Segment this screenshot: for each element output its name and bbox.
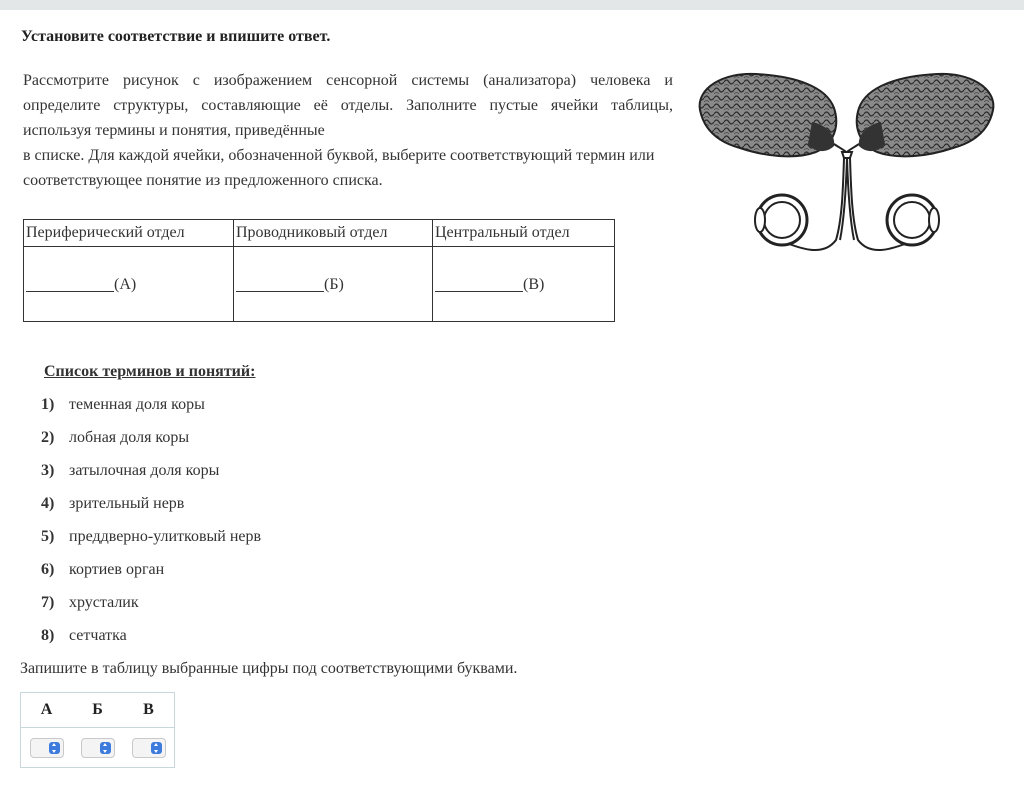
answer-letter-b: Б — [92, 701, 103, 718]
intro-paragraph-1: Рассмотрите рисунок с изображением сенсорной системы (анализатора) человека и определите структуры, составляющие её отделы. Заполните пустые ячейки таблицы, используя термины и понятия, приведённые — [23, 72, 673, 139]
blank-line — [236, 275, 324, 292]
answer-letter-v: В — [143, 701, 154, 718]
answer-select-v[interactable] — [132, 738, 166, 758]
terms-list-title: Список терминов и понятий: — [44, 363, 256, 380]
list-item — [41, 561, 261, 594]
answer-instruction: Запишите в таблицу выбранные цифры под соответствующими буквами. — [20, 660, 518, 677]
select-arrows-icon — [100, 742, 111, 754]
list-item — [41, 396, 261, 429]
terms-list — [41, 396, 261, 660]
task-heading: Установите соответствие и впишите ответ. — [21, 28, 331, 45]
cell-v-label: (В) — [523, 275, 545, 293]
blank-line — [26, 275, 114, 292]
left-eye — [755, 195, 807, 245]
visual-analyzer-illustration — [694, 70, 999, 256]
term-number: 1) — [41, 396, 55, 413]
term-text: затылочная доля коры — [69, 462, 220, 479]
list-item — [41, 594, 261, 627]
header-conductive: Проводниковый отдел — [234, 220, 433, 247]
header-peripheral: Периферический отдел — [24, 220, 234, 247]
top-bar — [0, 0, 1024, 10]
blank-line — [435, 275, 523, 292]
list-item — [41, 528, 261, 561]
cell-b-label: (Б) — [324, 275, 344, 293]
answer-select-a[interactable] — [30, 738, 64, 758]
term-number: 7) — [41, 594, 55, 611]
task-intro — [23, 68, 673, 193]
header-central: Центральный отдел — [433, 220, 615, 247]
list-item — [41, 495, 261, 528]
intro-paragraph-2: в списке. Для каждой ячейки, обозначенной буквой, выберите соответствующий термин или соответствующее понятие из предложенного списка. — [23, 147, 655, 189]
term-text: кортиев орган — [69, 561, 165, 578]
select-arrows-icon — [151, 742, 162, 754]
right-eye — [887, 195, 939, 245]
right-hemisphere — [857, 74, 994, 157]
analyzer-sections-table — [23, 219, 615, 322]
left-hemisphere — [700, 74, 837, 157]
list-item — [41, 462, 261, 495]
term-number: 5) — [41, 528, 55, 545]
answer-select-b[interactable] — [81, 738, 115, 758]
answer-header-row — [21, 693, 174, 728]
answer-table — [20, 692, 175, 768]
term-text: лобная доля коры — [69, 429, 190, 446]
term-number: 3) — [41, 462, 55, 479]
term-number: 6) — [41, 561, 55, 578]
term-text: зрительный нерв — [69, 495, 185, 512]
answer-select-row — [21, 728, 174, 767]
term-text: теменная доля коры — [69, 396, 205, 413]
cell-a-label: (А) — [114, 275, 137, 293]
term-text: сетчатка — [69, 627, 127, 644]
list-item — [41, 429, 261, 462]
cell-v — [433, 247, 615, 322]
answer-letter-a: А — [40, 701, 53, 718]
term-text: преддверно-улитковый нерв — [69, 528, 262, 545]
cell-a — [24, 247, 234, 322]
select-arrows-icon — [49, 742, 60, 754]
term-text: хрусталик — [69, 594, 139, 611]
list-item — [41, 627, 261, 660]
term-number: 8) — [41, 627, 55, 644]
cell-b — [234, 247, 433, 322]
term-number: 4) — [41, 495, 55, 512]
term-number: 2) — [41, 429, 55, 446]
